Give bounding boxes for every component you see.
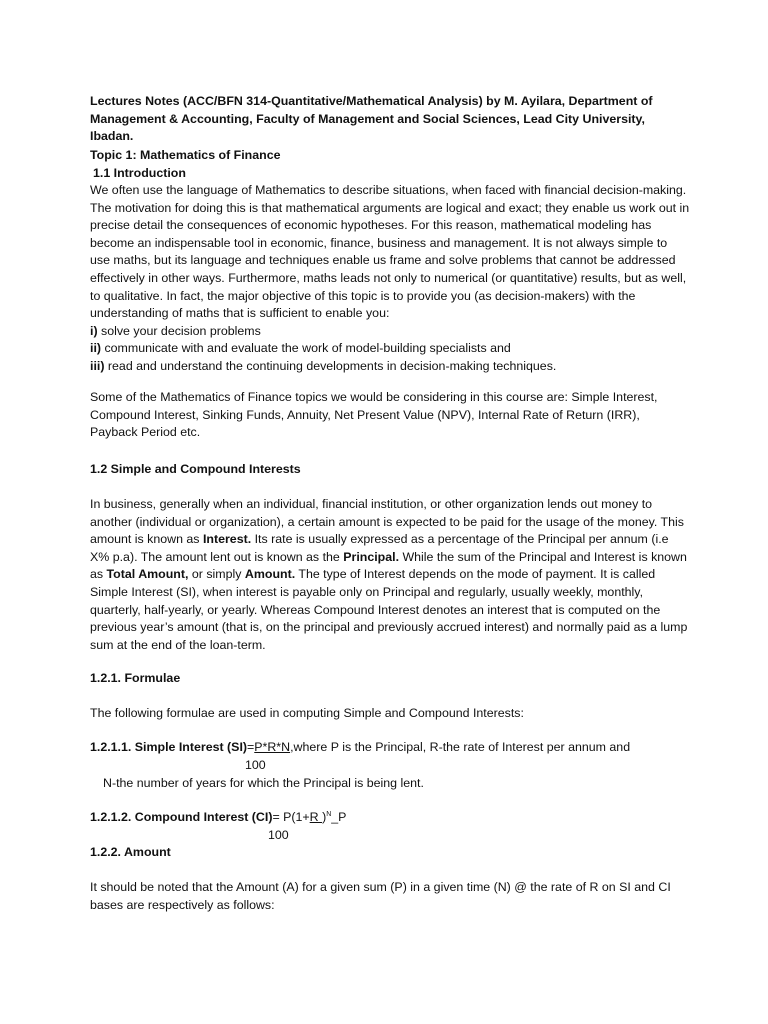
si-denominator: 100	[245, 758, 266, 772]
topic-subtitle: 1.1 Introduction	[93, 165, 186, 180]
amount-paragraph: It should be noted that the Amount (A) for a given sum (P) in a given time (N) @ the rate of R on SI and CI bases are respectively as follows:	[90, 880, 671, 912]
intro-paragraph: We often use the language of Mathematics to describe situations, when faced with financial decision-making. The motivation for doing this is that mathematical arguments are logical and exact; they enable us work out in precise detail the consequences of economic hypotheses. For this reason, mathematical modeling has become an indispensable tool in economic, finance, business and management. It is not always simple to use maths, but its language and techniques enable us frame and solve problems that cannot be addressed effectively in other ways. Furthermore, maths leads not only to numerical (or quantitative) results, but as well, to qualitative. In fact, the major objective of this topic is to provide you (as decision-makers) with the understanding of maths that is sufficient to enable you:	[90, 183, 690, 321]
ci-denominator: 100	[268, 828, 289, 842]
term-principal: Principal.	[343, 549, 400, 564]
ci-exponent: N	[326, 811, 332, 818]
header-line-1: Lectures Notes (ACC/BFN 314-Quantitative/Mathematical Analysis) by M. Ayilara, Department of	[90, 94, 653, 108]
list-item: iii) read and understand the continuing developments in decision-making techniques.	[90, 358, 557, 373]
section-heading-1-2: 1.2 Simple and Compound Interests	[90, 462, 301, 476]
term-amount: Amount.	[244, 567, 296, 582]
simple-interest-formula: 1.2.1.1. Simple Interest (SI)=P*R*N,where P is the Principal, R-the rate of Interest per annum and	[90, 740, 631, 754]
list-item: ii) communicate with and evaluate the work of model-building specialists and	[90, 341, 511, 356]
interest-definition-paragraph: In business, generally when an individual, financial institution, or other organization lends out money to another (individual or organization), a certain amount is expected to be paid for the usage of the money. This amount is known as Interest. Its rate is usually expressed as a percentage of the Principal per annum (i.e X% p.a). The amount lent out is known as the Principal. While the sum of the Principal and Interest is known as Total Amount, or simply Amount. The type of Interest depends on the mode of payment. It is called Simple Interest (SI), when interest is payable only on Principal and regularly, usually weekly, monthly, quarterly, half-yearly, or yearly. Whereas Compound Interest denotes an interest that is computed on the previous year’s amount (that is, on the principal and previously accrued interest) and normally paid as a lump sum at the end of the loan-term.	[90, 497, 688, 652]
formulae-intro: The following formulae are used in computing Simple and Compound Interests:	[90, 706, 524, 720]
header-line-2: Management & Accounting, Faculty of Management and Social Sciences, Lead City University, Ibadan.	[90, 111, 645, 144]
simple-interest-label: 1.2.1.1. Simple Interest (SI)	[90, 740, 248, 754]
section-heading-1-2-1: 1.2.1. Formulae	[90, 671, 181, 685]
objectives-list	[90, 323, 690, 376]
section-heading-1-2-2: 1.2.2. Amount	[90, 845, 171, 859]
list-item: i) solve your decision problems	[90, 323, 261, 338]
topics-paragraph: Some of the Mathematics of Finance topics we would be considering in this course are: Simple Interest, Compound Interest, Sinking Funds, Annuity, Net Present Value (NPV), Internal Rate of Return (IRR), Payback Period etc.	[90, 390, 658, 440]
topic-title: Topic 1: Mathematics of Finance	[90, 148, 281, 162]
si-numerator: P*R*N	[254, 740, 291, 754]
term-total-amount: Total Amount,	[106, 567, 189, 582]
compound-interest-formula: 1.2.1.2. Compound Interest (CI)= P(1+R )$^N$_P	[90, 810, 347, 824]
intro-section	[90, 182, 690, 376]
topic-heading	[90, 147, 690, 182]
document-header	[90, 93, 690, 146]
term-interest: Interest.	[202, 532, 252, 547]
compound-interest-label: 1.2.1.2. Compound Interest (CI)	[90, 810, 273, 824]
si-continuation: N-the number of years for which the Principal is being lent.	[103, 776, 424, 790]
ci-numerator: R	[309, 810, 323, 824]
